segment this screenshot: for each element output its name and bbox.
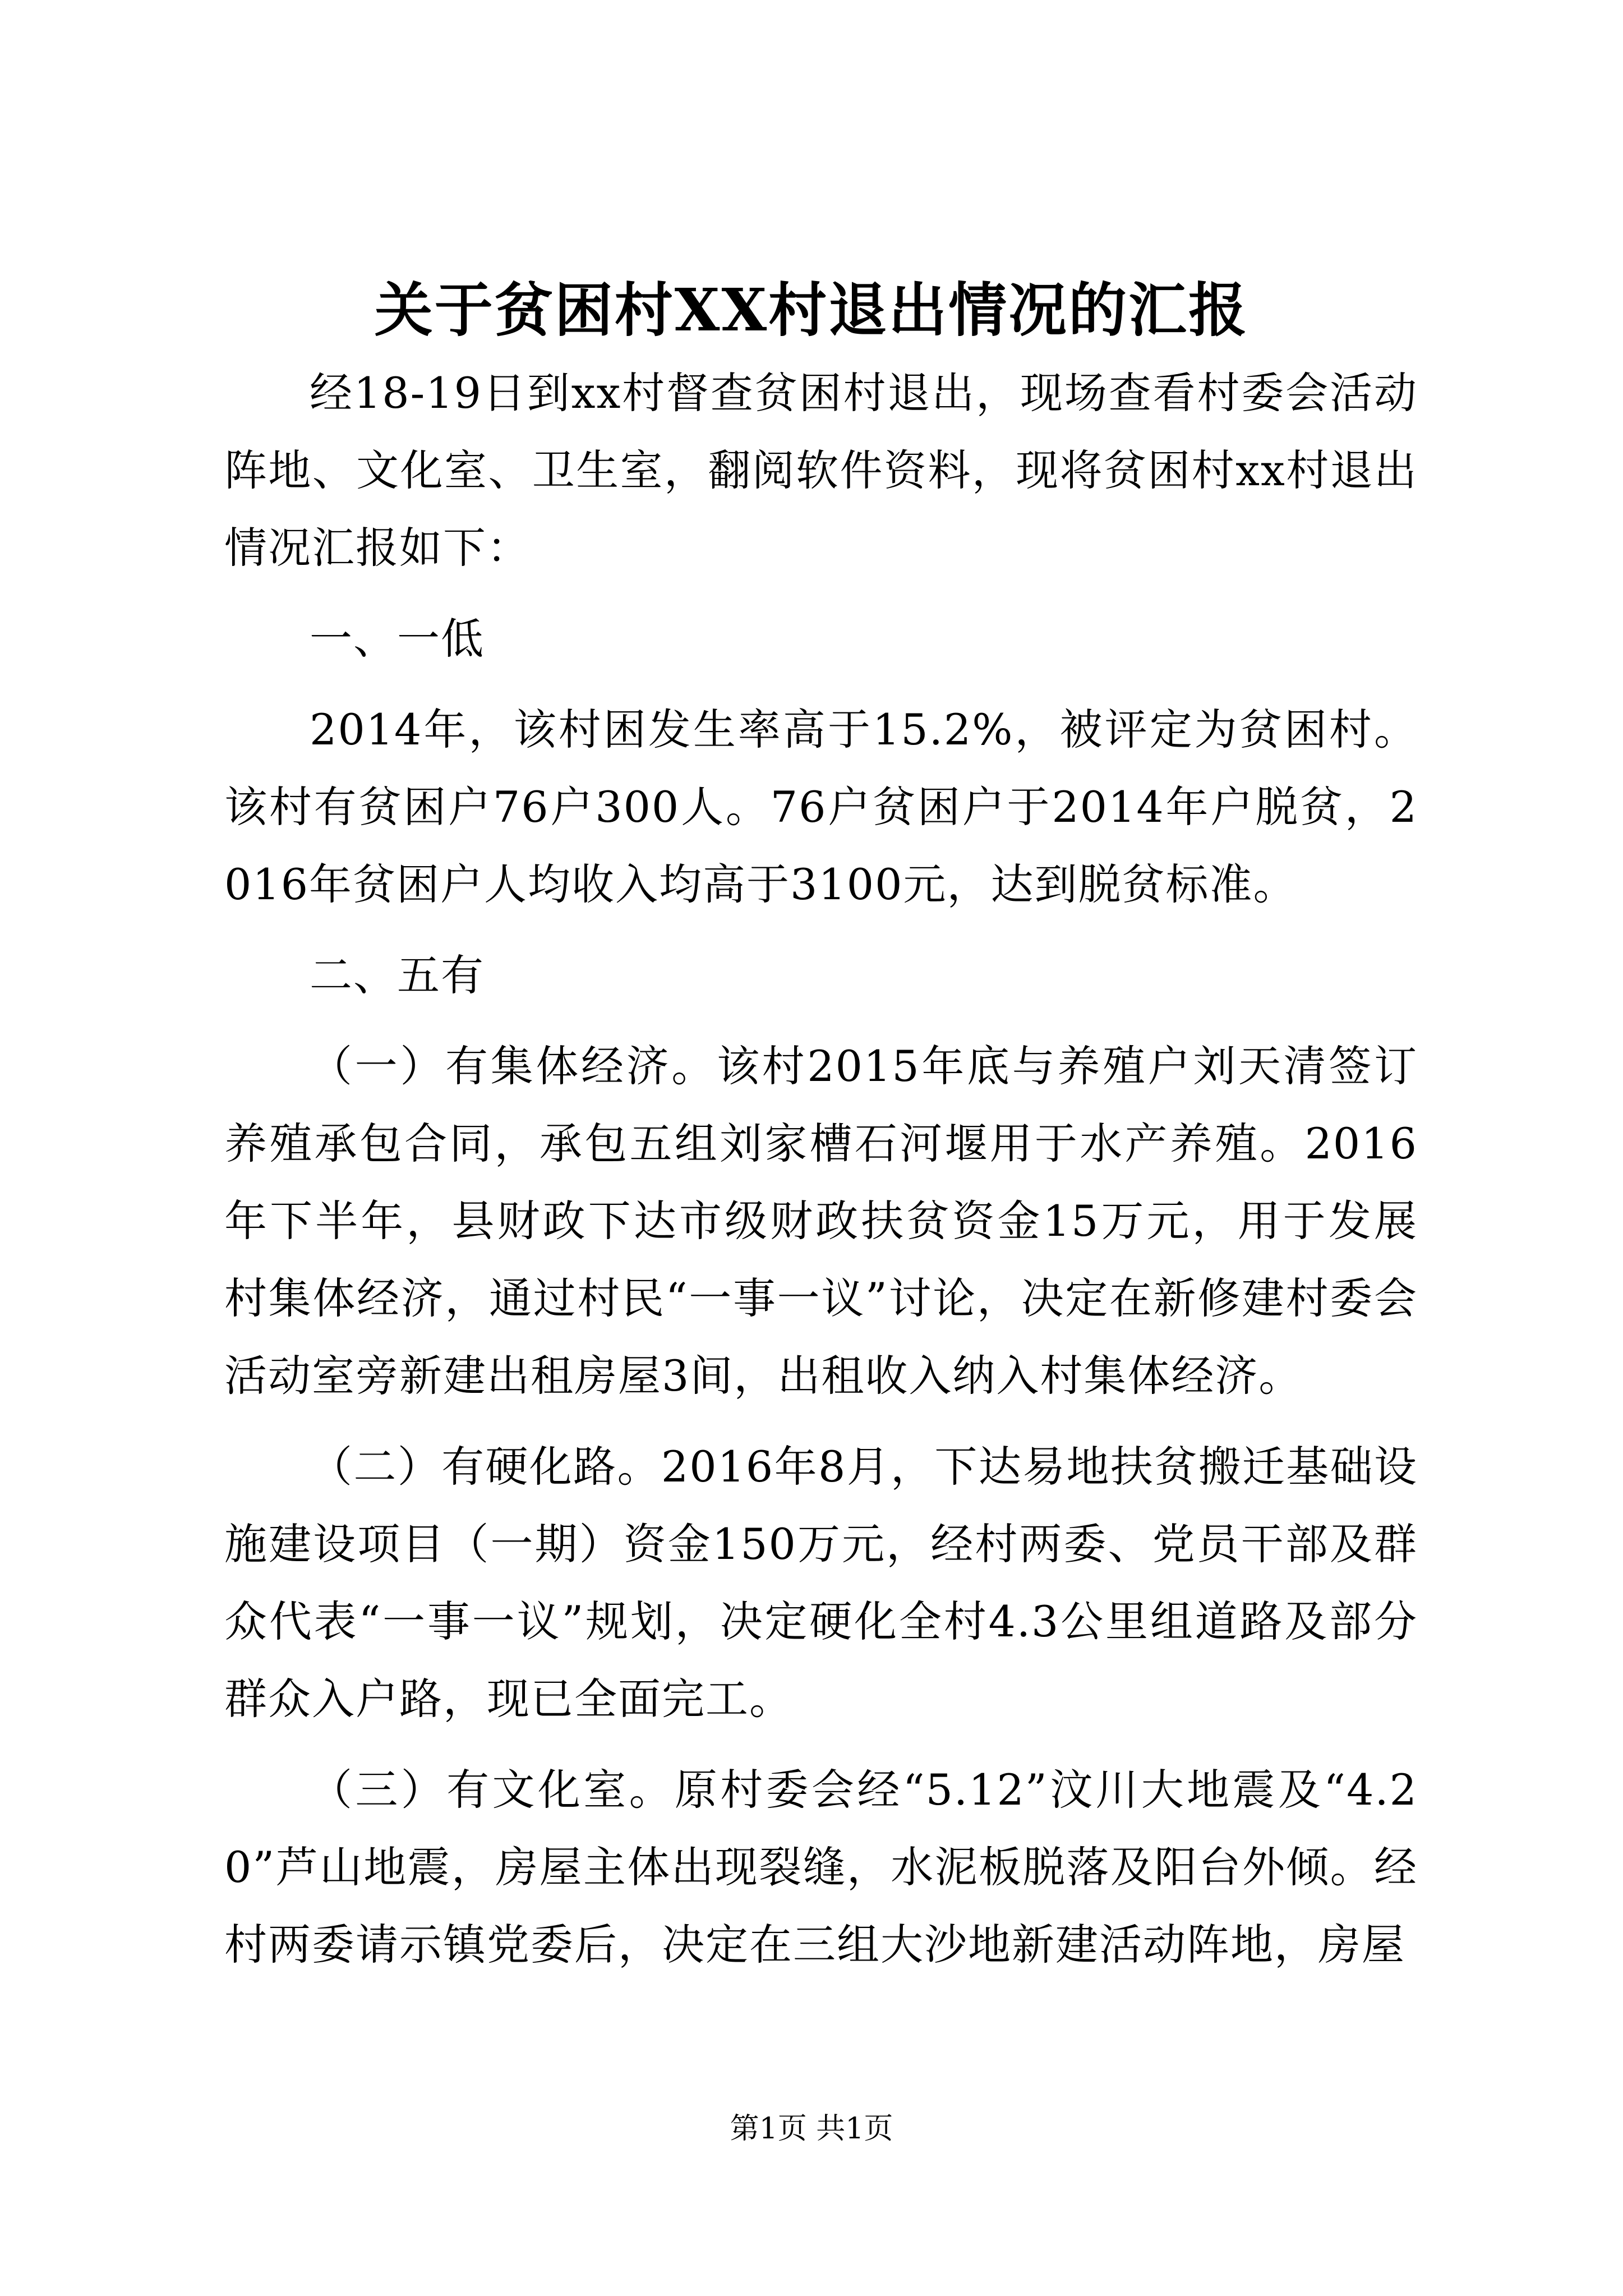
paragraph-collective-economy: （一）有集体经济。该村2015年底与养殖户刘天清签订养殖承包合同，承包五组刘家槽石河堰用于水产养殖。2016年下半年，县财政下达市级财政扶贫资金15万元，用于发展村集体经济，通过村民“一事一议”讨论，决定在新修建村委会活动室旁新建出租房屋3间，出租收入纳入村集体经济。 <box>224 1041 1418 1401</box>
paragraph-poverty-rate: 2014年，该村困发生率高于15.2%，被评定为贫困村。该村有贫困户76户300人。76户贫困户于2014年户脱贫，2016年贫困户人均收入均高于3100元，达到脱贫标准。 <box>224 705 1418 909</box>
section-heading-five-haves: 二、五有 <box>310 950 485 1000</box>
section-heading-one-low: 一、一低 <box>310 614 485 664</box>
document-body <box>224 355 1418 1984</box>
paragraph-intro: 经18-19日到xx村督查贫困村退出，现场查看村委会活动阵地、文化室、卫生室，翻阅软件资料，现将贫困村xx村退出情况汇报如下： <box>224 368 1418 573</box>
document-title: 关于贫困村XX村退出情况的汇报 <box>374 275 1249 344</box>
paragraph-hardened-road: （二）有硬化路。2016年8月，下达易地扶贫搬迁基础设施建设项目（一期）资金150万元，经村两委、党员干部及群众代表“一事一议”规划，决定硬化全村4.3公里组道路及部分群众入户路，现已全面完工。 <box>224 1442 1418 1724</box>
page-footer: 第1页 共1页 <box>730 2112 893 2146</box>
paragraph-culture-room: （三）有文化室。原村委会经“5.12”汶川大地震及“4.20”芦山地震，房屋主体出现裂缝，水泥板脱落及阳台外倾。经村两委请示镇党委后，决定在三组大沙地新建活动阵地，房屋 <box>224 1765 1418 1970</box>
